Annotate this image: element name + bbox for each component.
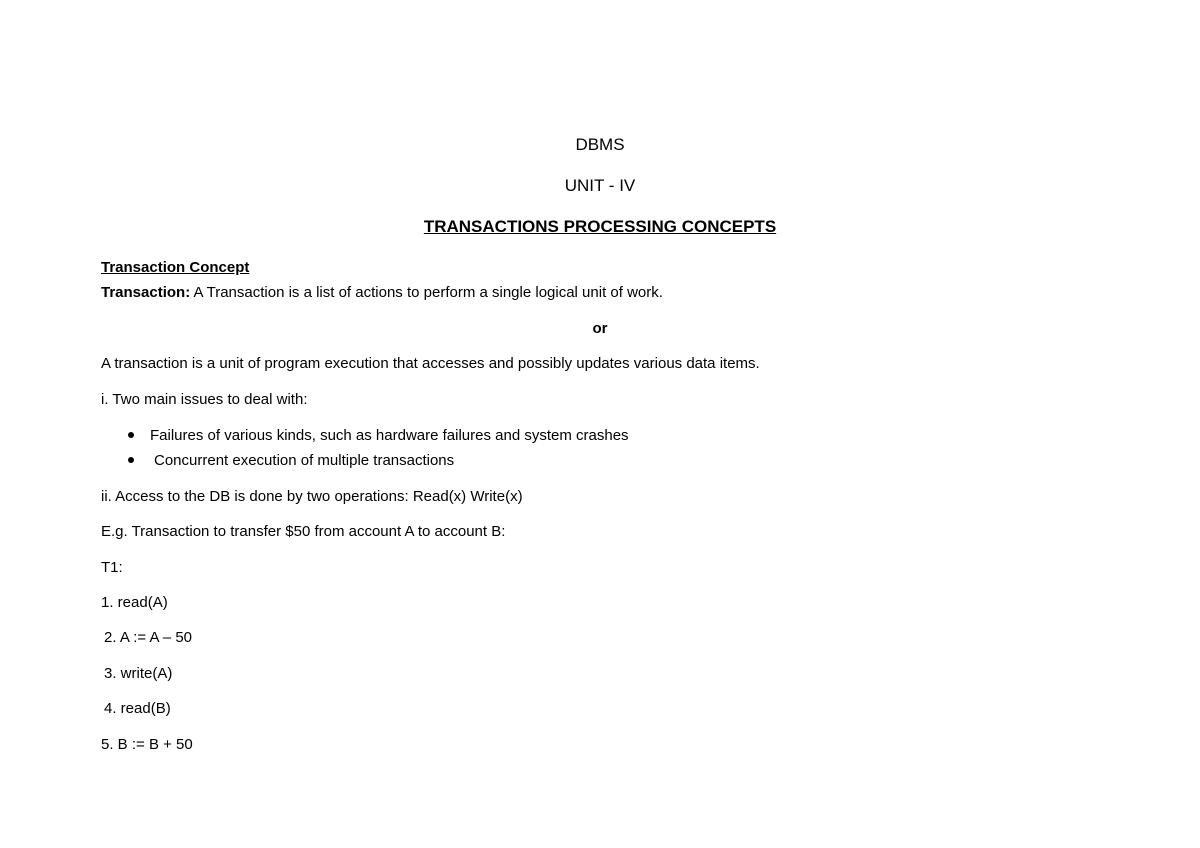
list-item-text: Concurrent execution of multiple transactions <box>154 452 455 469</box>
step-line: 5. B := B + 50 <box>101 736 193 753</box>
chapter-heading: TRANSACTIONS PROCESSING CONCEPTS <box>423 217 777 236</box>
document-title: DBMS <box>575 135 625 154</box>
access-paragraph: ii. Access to the DB is done by two operations: Read(x) Write(x) <box>101 488 523 505</box>
bullet-icon <box>128 457 134 463</box>
definition-term: Transaction: <box>101 284 191 301</box>
definition-paragraph <box>101 284 663 302</box>
step-line: 4. read(B) <box>104 700 171 717</box>
unit-heading: UNIT - IV <box>564 176 636 195</box>
example-paragraph: E.g. Transaction to transfer $50 from account A to account B: <box>101 523 506 540</box>
list-item <box>128 452 454 470</box>
definition-text: A Transaction is a list of actions to perform a single logical unit of work. <box>190 284 663 301</box>
alternate-definition: A transaction is a unit of program execution that accesses and possibly updates various data items. <box>101 355 760 372</box>
or-separator: or <box>592 320 608 337</box>
bullet-icon <box>128 432 134 438</box>
step-line: 1. read(A) <box>101 594 168 611</box>
transaction-label: T1: <box>101 559 123 576</box>
step-line: 3. write(A) <box>104 665 173 682</box>
list-item-text: Failures of various kinds, such as hardware failures and system crashes <box>150 427 629 444</box>
step-line: 2. A := A – 50 <box>104 629 193 646</box>
section-heading: Transaction Concept <box>101 259 250 276</box>
issues-intro: i. Two main issues to deal with: <box>101 391 308 408</box>
list-item <box>128 427 629 445</box>
